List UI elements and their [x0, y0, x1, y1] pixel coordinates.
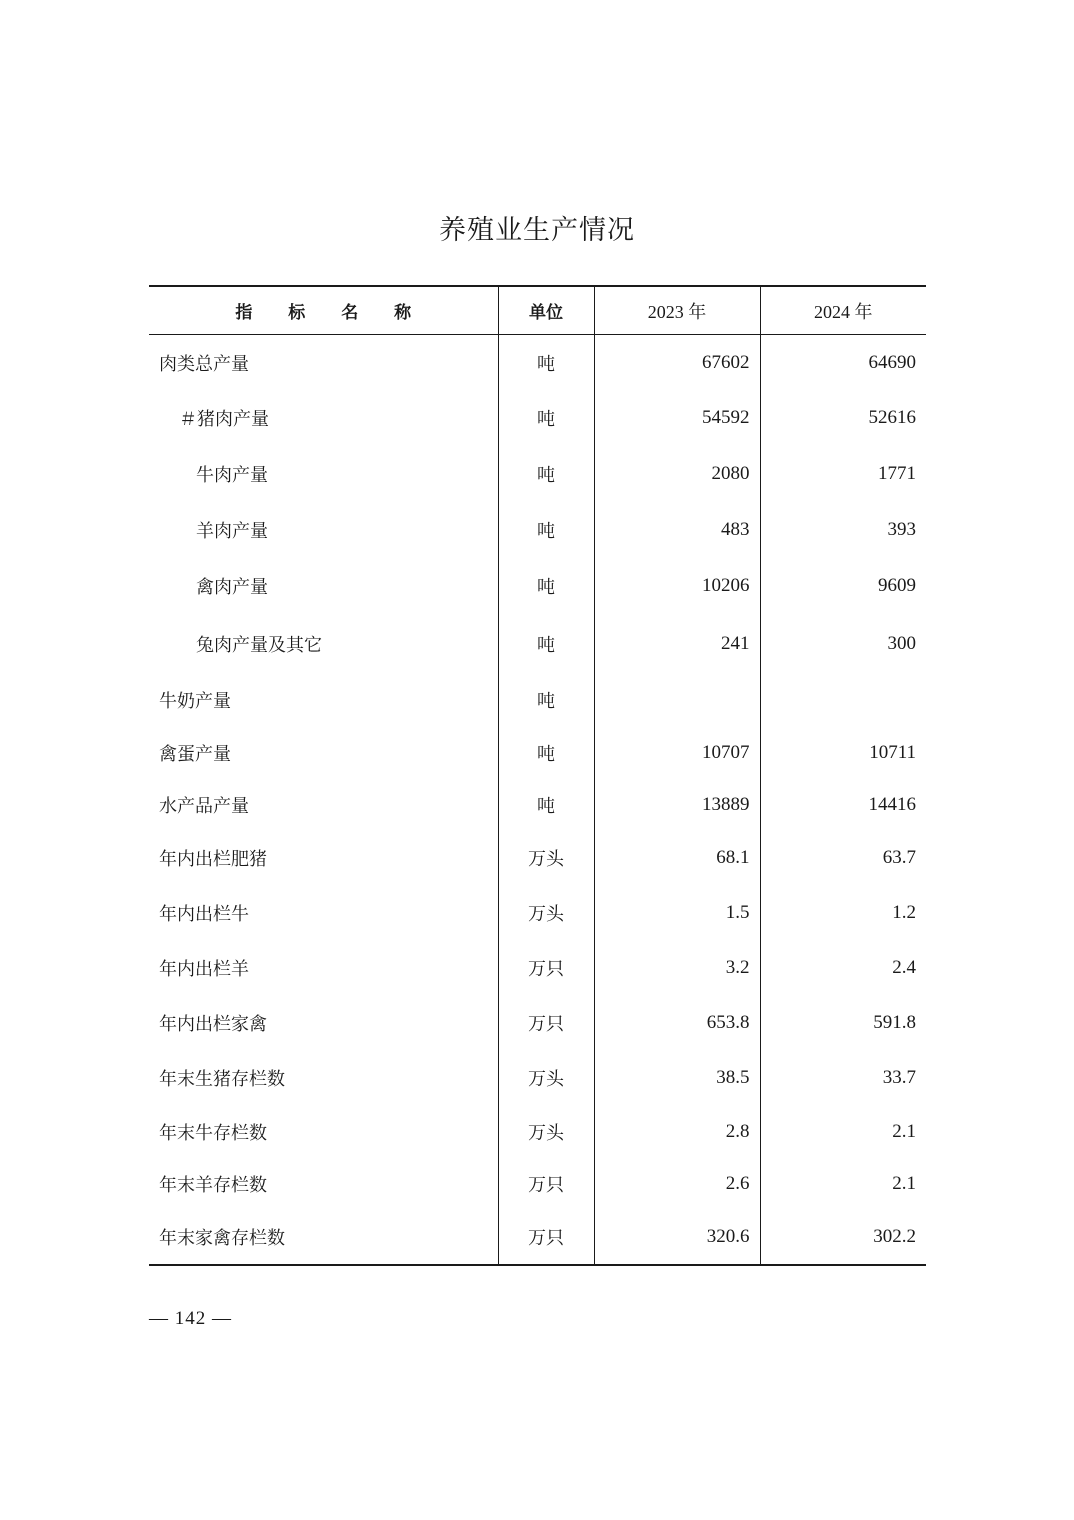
row-name: 年内出栏肥猪 — [149, 831, 498, 886]
row-unit: 吨 — [498, 335, 594, 391]
row-unit: 万只 — [498, 996, 594, 1051]
row-unit: 万只 — [498, 1210, 594, 1265]
row-name: 肉类总产量 — [149, 335, 498, 391]
row-name: 年末牛存栏数 — [149, 1106, 498, 1159]
row-unit: 万头 — [498, 831, 594, 886]
row-unit: 万头 — [498, 1106, 594, 1159]
row-value-2024: 63.7 — [882, 847, 916, 868]
row-unit: 吨 — [498, 446, 594, 502]
row-name: 牛奶产量 — [149, 673, 498, 728]
row-value-2023: 13889 — [594, 779, 760, 831]
header-year-2024: 2024 年 — [760, 286, 926, 335]
table-header-row — [149, 286, 926, 335]
row-value-2023: 68.1 — [594, 831, 760, 886]
row-unit: 吨 — [498, 502, 594, 558]
table-row — [149, 831, 926, 886]
table-row — [149, 1210, 926, 1265]
row-value-2024: 393 — [887, 518, 916, 540]
table-row — [149, 1051, 926, 1106]
row-value-2023: 67602 — [594, 335, 760, 391]
row-value-2023: 10707 — [594, 728, 760, 779]
row-unit: 万头 — [498, 886, 594, 941]
table-row — [149, 941, 926, 996]
row-value-2024: 64690 — [868, 351, 916, 373]
table-row — [149, 886, 926, 941]
row-name: 年末生猪存栏数 — [149, 1051, 498, 1106]
row-name: 年末家禽存栏数 — [149, 1210, 498, 1265]
row-name: 羊肉产量 — [149, 502, 498, 558]
row-name: 水产品产量 — [149, 779, 498, 831]
row-name: 禽肉产量 — [149, 558, 498, 615]
row-value-2024: 300 — [887, 632, 916, 654]
table-row — [149, 391, 926, 446]
row-unit: 吨 — [498, 558, 594, 615]
livestock-production-table — [149, 285, 926, 1266]
row-value-2024: 2.1 — [892, 1173, 916, 1194]
table-row — [149, 779, 926, 831]
row-value-2024: 9609 — [878, 575, 916, 596]
row-name: 年内出栏羊 — [149, 941, 498, 996]
row-value-2023: 483 — [594, 502, 760, 558]
header-year-2023: 2023 年 — [594, 286, 760, 335]
header-indicator-name: 指 标 名 称 — [149, 286, 498, 335]
row-value-2024: 10711 — [869, 742, 916, 763]
page-number: — 142 — — [149, 1308, 232, 1329]
table-row — [149, 502, 926, 558]
row-value-2023: 38.5 — [594, 1051, 760, 1106]
row-value-2023: 3.2 — [594, 941, 760, 996]
row-unit: 万只 — [498, 1159, 594, 1210]
row-value-2023: 54592 — [594, 391, 760, 446]
row-value-2024: 2.1 — [892, 1121, 916, 1142]
row-unit: 万头 — [498, 1051, 594, 1106]
row-value-2024: 302.2 — [873, 1225, 916, 1247]
row-value-2023: 2080 — [594, 446, 760, 502]
row-unit: 吨 — [498, 779, 594, 831]
row-unit: 吨 — [498, 673, 594, 728]
page-title: 养殖业生产情况 — [439, 215, 635, 246]
row-value-2023: 320.6 — [594, 1210, 760, 1265]
row-value-2024: 33.7 — [882, 1067, 916, 1088]
row-name: 年内出栏家禽 — [149, 996, 498, 1051]
row-name: ＃猪肉产量 — [149, 391, 498, 446]
row-value-2024: 14416 — [868, 793, 916, 815]
row-name: 牛肉产量 — [149, 446, 498, 502]
row-name: 兔肉产量及其它 — [149, 615, 498, 673]
table-row — [149, 615, 926, 673]
row-value-2023: 10206 — [594, 558, 760, 615]
table-row — [149, 728, 926, 779]
row-value-2024: 2.4 — [892, 957, 916, 978]
table-row — [149, 446, 926, 502]
header-unit: 单位 — [498, 286, 594, 335]
row-value-2023: 2.8 — [594, 1106, 760, 1159]
row-value-2023: 653.8 — [594, 996, 760, 1051]
row-unit: 吨 — [498, 615, 594, 673]
row-unit: 吨 — [498, 728, 594, 779]
table-row — [149, 996, 926, 1051]
row-value-2024: 1.2 — [892, 902, 916, 923]
row-value-2023 — [594, 673, 760, 728]
row-value-2023: 241 — [594, 615, 760, 673]
table-row — [149, 1159, 926, 1210]
row-name: 年末羊存栏数 — [149, 1159, 498, 1210]
table-row — [149, 1106, 926, 1159]
row-value-2024: 52616 — [868, 407, 916, 428]
table-row — [149, 558, 926, 615]
row-value-2024 — [760, 673, 926, 728]
row-value-2024: 591.8 — [873, 1012, 916, 1033]
row-name: 禽蛋产量 — [149, 728, 498, 779]
table-row — [149, 335, 926, 391]
row-name: 年内出栏牛 — [149, 886, 498, 941]
row-value-2023: 2.6 — [594, 1159, 760, 1210]
row-value-2023: 1.5 — [594, 886, 760, 941]
table-row — [149, 673, 926, 728]
row-unit: 吨 — [498, 391, 594, 446]
row-value-2024: 1771 — [878, 462, 916, 484]
row-unit: 万只 — [498, 941, 594, 996]
